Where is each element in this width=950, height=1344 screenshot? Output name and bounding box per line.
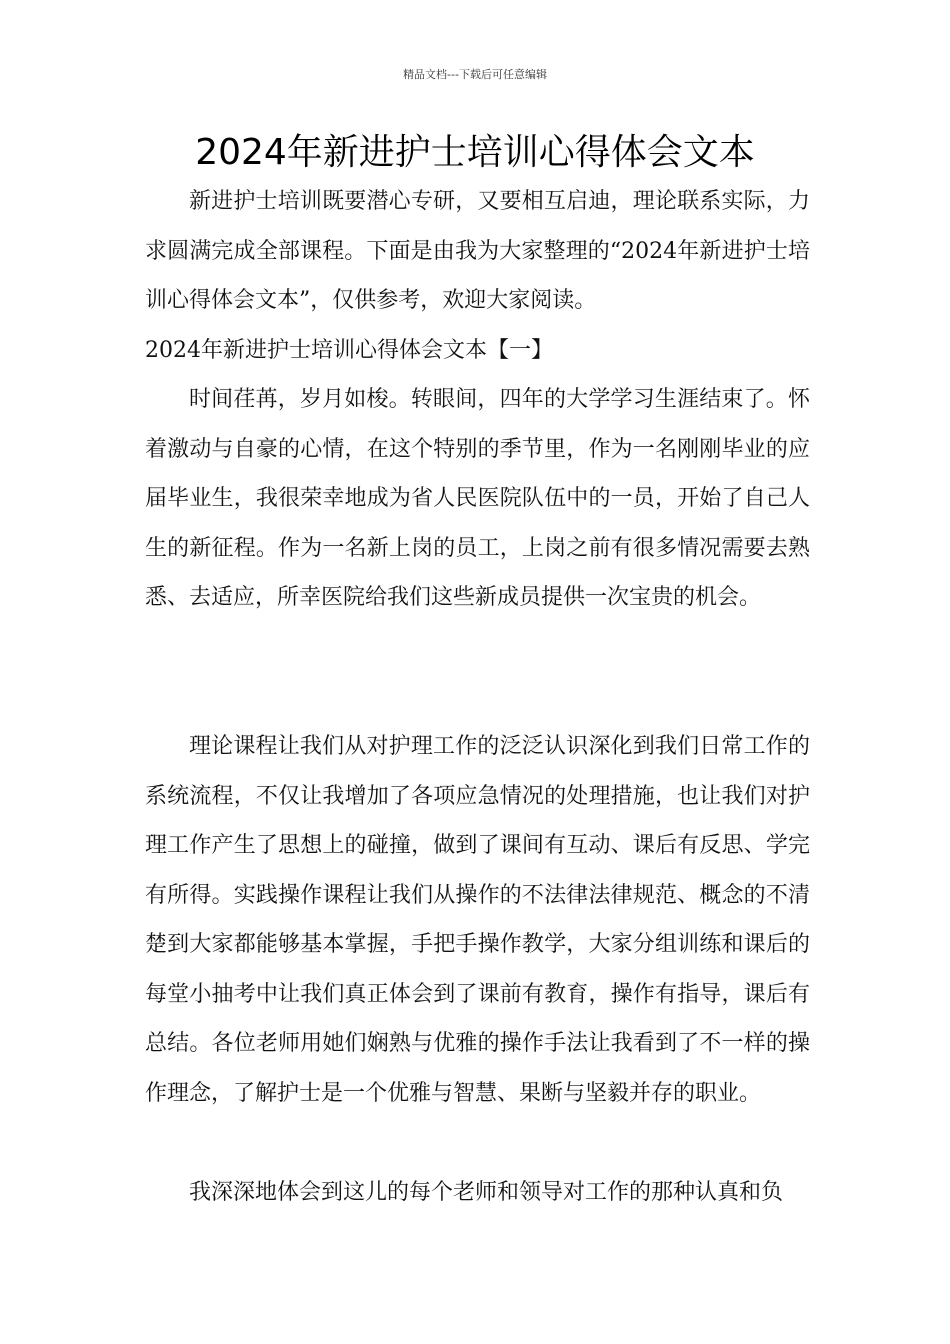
body-paragraph: 我深深地体会到这儿的每个老师和领导对工作的那种认真和负 — [189, 1180, 784, 1205]
document-title: 2024年新进护士培训心得体会文本 — [195, 132, 755, 173]
section-heading: 2024年新进护士培训心得体会文本【一】 — [145, 338, 553, 363]
body-paragraph: 时间荏苒，岁月如梭。转眼间，四年的大学学习生涯结束了。怀着激动与自豪的心情，在这个特别的季节里，作为一名刚刚毕业的应届毕业生，我很荣幸地成为省人民医院队伍中的一员，开始了自己人生的新征程。作为一名新上岗的员工，上岗之前有很多情况需要去熟悉、去适应，所幸医院给我们这些新成员提供一次宝贵的机会。 — [145, 387, 810, 610]
body-paragraph: 理论课程让我们从对护理工作的泛泛认识深化到我们日常工作的系统流程，不仅让我增加了各项应急情况的处理措施，也让我们对护理工作产生了思想上的碰撞，做到了课间有互动、课后有反思、学完有所得。实践操作课程让我们从操作的不法律法律规范、概念的不清楚到大家都能够基本掌握，手把手操作教学，大家分组训练和课后的每堂小抽考中让我们真正体会到了课前有教育，操作有指导，课后有总结。各位老师用她们娴熟与优雅的操作手法让我看到了不一样的操作理念，了解护士是一个优雅与智慧、果断与坚毅并存的职业。 — [145, 734, 810, 1106]
header-note: 精品文档---下载后可任意编辑 — [403, 68, 547, 81]
intro-paragraph: 新进护士培训既要潜心专研，又要相互启迪，理论联系实际，力求圆满完成全部课程。下面是由我为大家整理的“2024年新进护士培训心得体会文本”，仅供参考，欢迎大家阅读。 — [145, 189, 810, 313]
